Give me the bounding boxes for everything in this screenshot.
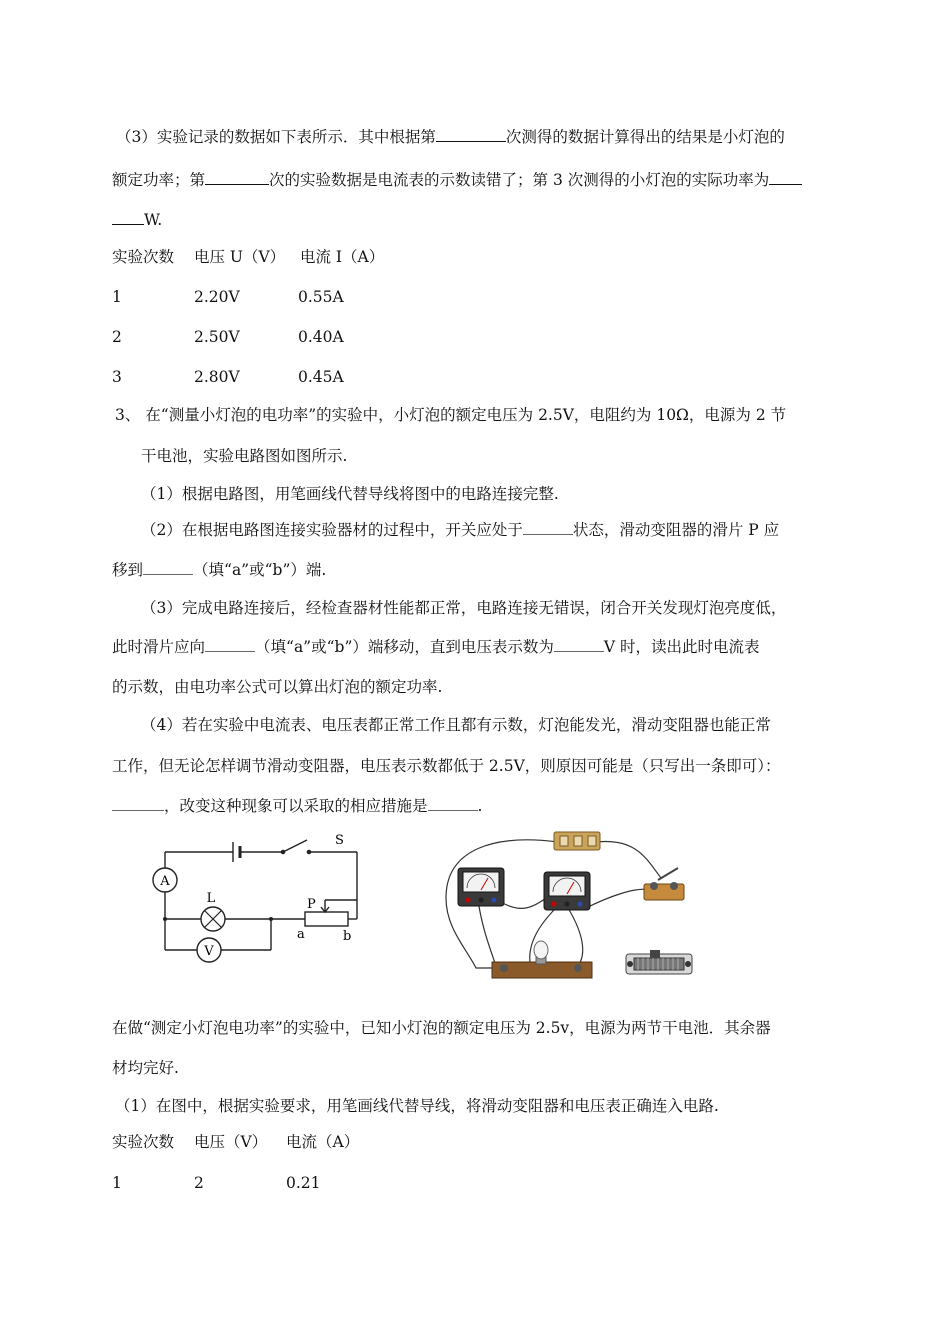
end-b-label: b	[343, 929, 352, 944]
answer-blank-reason[interactable]	[112, 796, 164, 811]
battery-holder-icon	[554, 832, 600, 850]
question3-part3-line2: 此时滑片应向 （填“a”或“b”）端移动，直到电压表示数为 V 时，读出此时电流表	[112, 638, 760, 656]
voltmeter-label: V	[204, 944, 214, 959]
lamp-label: L	[206, 891, 216, 906]
question3-part4-line3: ，改变这种现象可以采取的相应措施是 .	[112, 796, 482, 816]
question3-part2-line1: （2）在根据电路图连接实验器材的过程中，开关应处于 状态，滑动变阻器的滑片 P 应	[141, 521, 780, 539]
answer-blank-3a[interactable]	[769, 170, 802, 185]
question3-intro-line2: 干电池，实验电路图如图所示.	[141, 447, 348, 465]
question4-intro-line2: 材均完好.	[112, 1059, 179, 1077]
question3-intro-line1: 3、 在“测量小灯泡的电功率”的实验中，小灯泡的额定电压为 2.5V，电阻约为 10Ω，电源为 2 节	[115, 406, 787, 424]
slider-label: P	[307, 897, 316, 912]
question3-part4-line1: （4）若在实验中电流表、电压表都正常工作且都有示数，灯泡能发光，滑动变阻器也能正常	[141, 716, 771, 734]
answer-blank-move-direction[interactable]	[205, 637, 255, 652]
answer-blank-switch-state[interactable]	[523, 520, 573, 535]
rheostat-device-icon	[626, 950, 692, 974]
ammeter-label: A	[160, 874, 170, 889]
question3-part3-line1: （3）完成电路连接后，经检查器材性能都正常，电路连接无错误，闭合开关发现灯泡亮度低，	[141, 599, 787, 617]
ammeter-device-icon	[458, 868, 504, 906]
answer-blank-slider-end[interactable]	[143, 560, 193, 575]
answer-blank-2[interactable]	[205, 170, 269, 185]
rheostat-body	[305, 912, 348, 926]
q3-part3-line1: （3）实验记录的数据如下表所示．其中根据第 次测得的数据计算得出的结果是小灯泡的	[116, 128, 785, 146]
lamp-board-icon	[492, 941, 592, 978]
question4-intro-line1: 在做“测定小灯泡电功率”的实验中，已知小灯泡的额定电压为 2.5v，电源为两节干电池．其余器	[112, 1019, 771, 1037]
switch-blade	[283, 840, 307, 852]
answer-blank-3b[interactable]	[112, 210, 144, 225]
switch-icon	[644, 868, 684, 900]
end-a-label: a	[297, 927, 305, 942]
circuit-diagram	[145, 828, 370, 968]
question3-part3-line3: 的示数，由电功率公式可以算出灯泡的额定功率.	[112, 678, 443, 696]
q3-part3-line2: 额定功率；第 次的实验数据是电流表的示数读错了；第 3 次测得的小灯泡的实际功率为	[112, 170, 802, 190]
answer-blank-measure[interactable]	[428, 796, 478, 811]
question4-part1: （1）在图中，根据实验要求，用笔画线代替导线，将滑动变阻器和电压表正确连入电路.	[115, 1097, 719, 1115]
answer-blank-voltage[interactable]	[554, 637, 604, 652]
apparatus-illustration	[436, 828, 704, 990]
q3-part3-line3: W.	[112, 210, 162, 230]
switch-label: S	[335, 833, 344, 848]
question3-part1: （1）根据电路图，用笔画线代替导线将图中的电路连接完整.	[141, 485, 559, 503]
question3-part4-line2: 工作，但无论怎样调节滑动变阻器，电压表示数都低于 2.5V，则原因可能是（只写出一条即可）：	[112, 757, 781, 775]
voltmeter-device-icon	[544, 872, 590, 910]
answer-blank-1[interactable]	[436, 127, 506, 142]
question3-part2-line2: 移到 （填“a”或“b”）端.	[112, 561, 327, 579]
